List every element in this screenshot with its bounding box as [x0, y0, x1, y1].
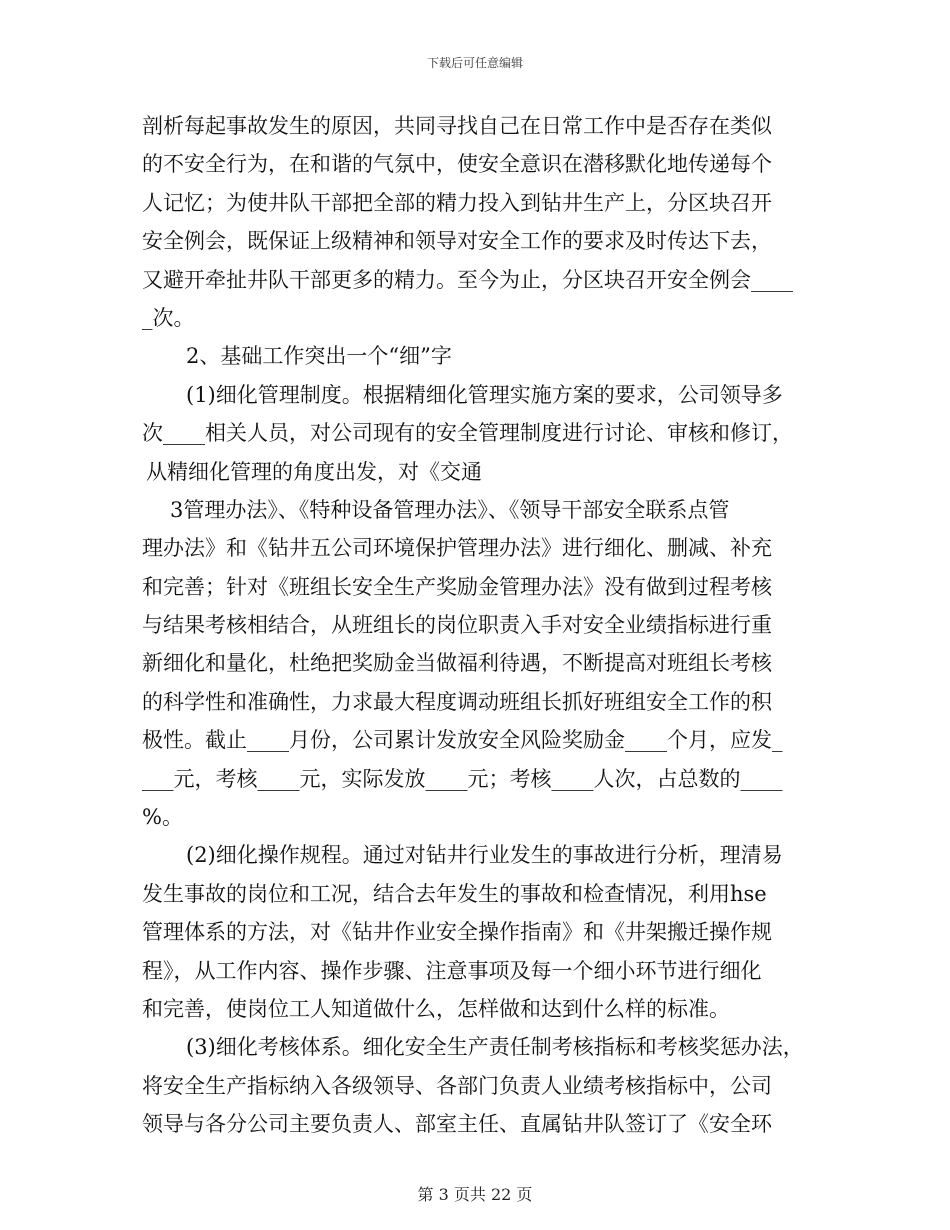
page-footer: 第 3 页共 22 页	[417, 1185, 533, 1204]
text-line: 管理体系的方法，对《钻井作业安全操作指南》和《井架搬迁操作规	[142, 920, 772, 945]
text-line: 和完善；针对《班组长安全生产奖励金管理办法》没有做到过程考核	[142, 574, 772, 599]
section-heading: 2、基础工作突出一个“细”字	[186, 344, 452, 369]
text-line: 从精细化管理的角度出发，对《交通	[146, 459, 482, 484]
text-line: 人记忆；为使井队干部把全部的精力投入到钻井生产上，分区块召开	[142, 190, 772, 215]
text-line: 与结果考核相结合，从班组长的岗位职责入手对安全业绩指标进行重	[142, 613, 772, 638]
paragraph-start: (1)细化管理制度。根据精细化管理实施方案的要求，公司领导多	[186, 382, 783, 407]
text-line: 将安全生产指标纳入各级领导、各部门负责人业绩考核指标中，公司	[142, 1073, 772, 1098]
text-line: 领导与各分公司主要负责人、部室主任、直属钻井队签订了《安全环	[142, 1112, 772, 1137]
text-line: 程》，从工作内容、操作步骤、注意事项及每一个细小环节进行细化	[142, 958, 762, 983]
text-line: 的科学性和准确性，力求最大程度调动班组长抓好班组安全工作的积	[142, 689, 772, 714]
text-line: 安全例会，既保证上级精神和领导对安全工作的要求及时传达下去，	[142, 229, 772, 254]
document-body	[142, 107, 842, 1144]
text-line: 次____相关人员，对公司现有的安全管理制度进行讨论、审核和修订，	[142, 421, 793, 446]
text-line: 3管理办法》、《特种设备管理办法》、《领导干部安全联系点管	[170, 497, 730, 522]
page-header: 下载后可任意编辑	[426, 56, 523, 70]
paragraph-start: (2)细化操作规程。通过对钻井行业发生的事故进行分析，理清易	[186, 843, 783, 868]
paragraph-start: (3)细化考核体系。细化安全生产责任制考核指标和考核奖惩办法，	[186, 1035, 804, 1060]
text-line: 极性。截止____月份，公司累计发放安全风险奖励金____个月，应发_	[142, 728, 783, 753]
text-line: 又避开牵扯井队干部更多的精力。至今为止，分区块召开安全例会____	[142, 267, 793, 292]
text-line: 新细化和量化，杜绝把奖励金当做福利待遇，不断提高对班组长考核	[142, 651, 772, 676]
text-line: ___元，考核____元，实际发放____元；考核____人次，占总数的____	[142, 766, 783, 791]
text-line: 的不安全行为，在和谐的气氛中，使安全意识在潜移默化地传递每个	[142, 152, 772, 177]
text-line: 发生事故的岗位和工况，结合去年发生的事故和检查情况，利用hse	[142, 881, 767, 906]
text-line: _次。	[142, 305, 195, 330]
text-line: 理办法》和《钻井五公司环境保护管理办法》进行细化、删减、补充	[142, 536, 772, 561]
text-line: 剖析每起事故发生的原因，共同寻找自己在日常工作中是否存在类似	[142, 114, 772, 138]
text-line: 和完善，使岗位工人知道做什么，怎样做和达到什么样的标准。	[142, 996, 730, 1021]
text-line: %。	[142, 805, 183, 830]
